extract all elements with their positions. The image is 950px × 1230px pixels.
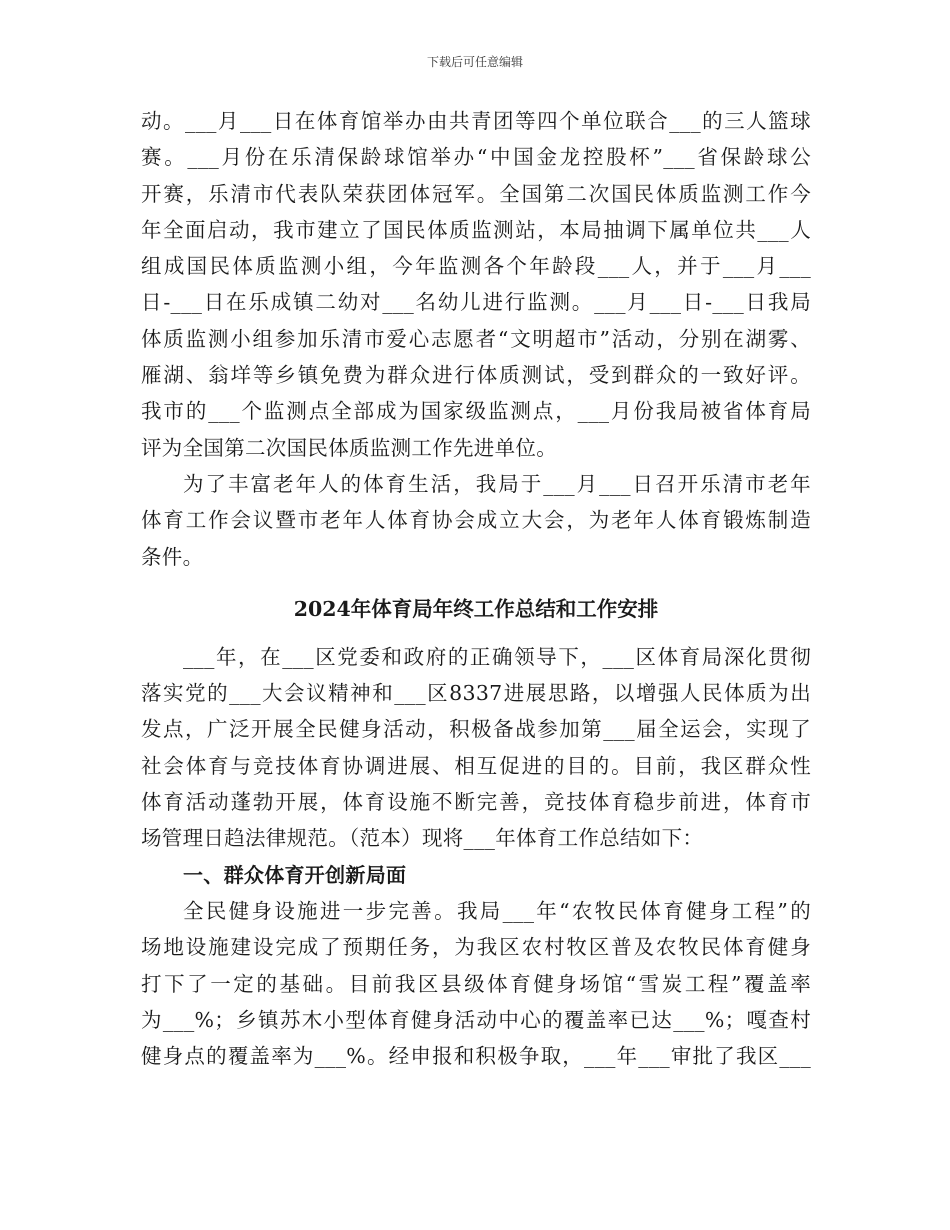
paragraph-line: 雁湖、翁垟等乡镇免费为群众进行体质测试，受到群众的一致好评。 <box>141 363 811 388</box>
paragraph-line: 打下了一定的基础。目前我区县级体育健身场馆“雪炭工程”覆盖率 <box>141 971 811 996</box>
document-title: 2024年体育局年终工作总结和工作安排 <box>293 596 659 621</box>
paragraph-line: ___年，在___区党委和政府的正确领导下，___区体育局深化贯彻 <box>183 644 811 669</box>
paragraph-line: 全民健身设施进一步完善。我局___年“农牧民体育健身工程”的 <box>183 898 811 923</box>
paragraph-line: 体育工作会议暨市老年人体育协会成立大会，为老年人体育锻炼制造 <box>141 508 811 533</box>
paragraph-line: 体质监测小组参加乐清市爱心志愿者“文明超市”活动，分别在湖雾、 <box>141 326 811 351</box>
paragraph-line: 开赛，乐清市代表队荣获团体冠军。全国第二次国民体质监测工作今 <box>141 181 811 206</box>
paragraph-line: 条件。 <box>141 544 204 569</box>
paragraph-line: 动。___月___日在体育馆举办由共青团等四个单位联合___的三人篮球 <box>141 109 811 133</box>
paragraph-line: 社会体育与竞技体育协调进展、相互促进的目的。目前，我区群众性 <box>141 753 811 778</box>
paragraph-line: 场管理日趋法律规范。（范本）现将___年体育工作总结如下： <box>141 826 704 851</box>
section-heading: 一、群众体育开创新局面 <box>183 862 407 887</box>
paragraph-line: 日-___日在乐成镇二幼对___名幼儿进行监测。___月___日-___日我局 <box>141 290 811 315</box>
paragraph-line: 为了丰富老年人的体育生活，我局于___月___日召开乐清市老年 <box>183 471 811 496</box>
paragraph-line: 为___%；乡镇苏木小型体育健身活动中心的覆盖率已达___%；嘎查村 <box>141 1007 811 1032</box>
paragraph-line: 发点，广泛开展全民健身活动，积极备战参加第___届全运会，实现了 <box>141 717 811 742</box>
paragraph-line: 赛。___月份在乐清保龄球馆举办“中国金龙控股杯”___省保龄球公 <box>141 145 811 170</box>
paragraph-line: 年全面启动，我市建立了国民体质监测站，本局抽调下属单位共___人 <box>141 217 811 242</box>
paragraph-line: 组成国民体质监测小组，今年监测各个年龄段___人，并于___月___ <box>141 254 811 279</box>
paragraph-line: 我市的___个监测点全部成为国家级监测点，___月份我局被省体育局 <box>141 399 811 424</box>
document-body <box>141 103 811 1074</box>
page-header: 下载后可任意编辑 <box>426 55 523 69</box>
paragraph-line: 健身点的覆盖率为___%。经申报和积极争取，___年___审批了我区___ <box>141 1044 811 1069</box>
paragraph-line: 体育活动蓬勃开展，体育设施不断完善，竞技体育稳步前进，体育市 <box>141 790 811 815</box>
paragraph-line: 场地设施建设完成了预期任务，为我区农村牧区普及农牧民体育健身 <box>141 935 811 960</box>
paragraph-line: 落实党的___大会议精神和___区8337进展思路，以增强人民体质为出 <box>141 681 811 706</box>
paragraph-line: 评为全国第二次国民体质监测工作先进单位。 <box>141 435 557 460</box>
